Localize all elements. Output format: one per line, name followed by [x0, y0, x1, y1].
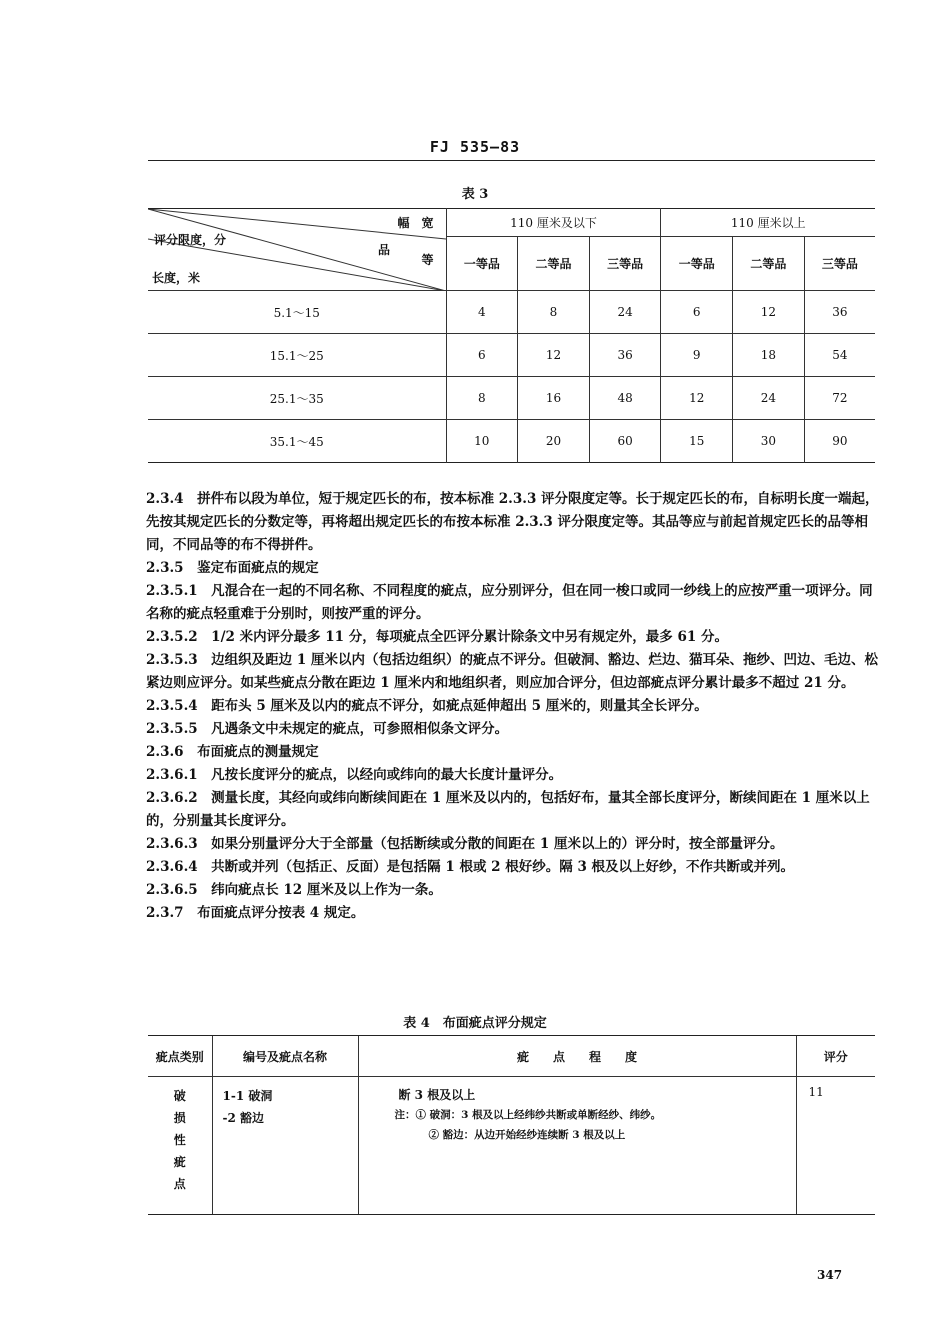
grade-header: 二等品 — [733, 237, 805, 291]
grade-header: 一等品 — [446, 237, 518, 291]
value-cell: 24 — [733, 377, 805, 420]
diag-grade-label-2: 等 — [421, 253, 434, 267]
defect-name: -2 豁边 — [222, 1111, 265, 1125]
category-char: 点 — [173, 1177, 186, 1191]
value-cell: 60 — [589, 420, 661, 463]
length-cell: 35.1～45 — [269, 434, 324, 449]
body-text — [146, 488, 881, 925]
defect-name-cell — [212, 1077, 358, 1215]
table-row — [148, 377, 875, 420]
length-cell: 25.1～35 — [269, 391, 324, 406]
value-cell: 9 — [661, 334, 733, 377]
col-header: 疵 点 程 度 — [358, 1036, 796, 1077]
value-cell: 16 — [518, 377, 590, 420]
value-cell: 12 — [733, 291, 805, 334]
value-cell: 15 — [661, 420, 733, 463]
table3-caption: 表 3 — [461, 187, 489, 202]
value-cell: 36 — [589, 334, 661, 377]
page-number: 347 — [817, 1268, 843, 1282]
paragraph: 2.3.6.4 共断或并列（包括正、反面）是包括隔 1 根或 2 根好纱。隔 3 根及以上好纱，不作共断或并列。 — [146, 859, 795, 875]
value-cell: 54 — [804, 334, 875, 377]
value-cell: 72 — [804, 377, 875, 420]
value-cell: 4 — [446, 291, 518, 334]
table-row — [148, 1077, 875, 1215]
paragraph: 2.3.7 布面疵点评分按表 4 规定。 — [146, 905, 365, 921]
diag-grade-label: 品 — [378, 243, 391, 257]
header-rule — [148, 160, 875, 161]
category-char: 破 — [173, 1089, 186, 1103]
paragraph: 2.3.6.5 纬向疵点长 12 厘米及以上作为一条。 — [146, 882, 442, 898]
diagonal-header-cell — [148, 209, 446, 291]
paragraph: 2.3.6.3 如果分别量评分大于全部量（包括断续或分散的间距在 1 厘米以上的）评分时，按全部量评分。 — [146, 836, 784, 852]
paragraph: 2.3.5.1 凡混合在一起的不同名称、不同程度的疵点，应分别评分，但在同一梭口或同一纱线上的应按严重一项评分。同名称的疵点轻重难于分别时，则按严重的评分。 — [146, 583, 873, 622]
defect-name: 1-1 破洞 — [222, 1089, 273, 1103]
group-header-1: 110 厘米以上 — [661, 209, 875, 237]
table-row — [148, 291, 875, 334]
diag-width-label: 幅 宽 — [397, 216, 434, 230]
note-2: ② 豁边：从边开始经纱连续断 3 根及以上 — [428, 1129, 626, 1141]
table-4 — [148, 1035, 875, 1215]
degree-text: 断 3 根及以上 — [398, 1088, 476, 1102]
length-cell: 15.1～25 — [269, 348, 324, 363]
col-header: 评分 — [796, 1036, 875, 1077]
running-header: FJ 535—83 — [429, 138, 521, 156]
category-char: 损 — [173, 1111, 186, 1125]
table4-caption: 表 4 布面疵点评分规定 — [403, 1016, 547, 1031]
value-cell: 18 — [733, 334, 805, 377]
paragraph: 2.3.5.2 1/2 米内评分最多 11 分，每项疵点全匹评分累计除条文中另有规定外，最多 61 分。 — [146, 629, 728, 645]
value-cell: 6 — [661, 291, 733, 334]
paragraph: 2.3.5.5 凡遇条文中未规定的疵点，可参照相似条文评分。 — [146, 721, 509, 737]
value-cell: 8 — [518, 291, 590, 334]
paragraph: 2.3.5 鉴定布面疵点的规定 — [146, 560, 319, 576]
value-cell: 6 — [446, 334, 518, 377]
diag-length-label: 长度，米 — [152, 271, 201, 285]
paragraph: 2.3.6 布面疵点的测量规定 — [146, 744, 319, 760]
grade-header: 三等品 — [804, 237, 875, 291]
category-char: 疵 — [173, 1155, 186, 1169]
category-char: 性 — [173, 1133, 186, 1147]
score-cell: 11 — [796, 1077, 875, 1215]
table-3 — [148, 208, 875, 463]
paragraph: 2.3.6.1 凡按长度评分的疵点，以经向或纬向的最大长度计量评分。 — [146, 767, 563, 783]
grade-header: 二等品 — [518, 237, 590, 291]
value-cell: 12 — [661, 377, 733, 420]
diag-limit-label: 评分限度，分 — [154, 233, 227, 247]
value-cell: 12 — [518, 334, 590, 377]
value-cell: 36 — [804, 291, 875, 334]
value-cell: 8 — [446, 377, 518, 420]
length-cell: 5.1～15 — [273, 305, 320, 320]
note-1: 注：① 破洞：3 根及以上经纬纱共断或单断经纱、纬纱。 — [394, 1109, 662, 1121]
grade-header: 三等品 — [589, 237, 661, 291]
col-header: 编号及疵点名称 — [212, 1036, 358, 1077]
table-row — [148, 334, 875, 377]
table-row — [148, 420, 875, 463]
value-cell: 24 — [589, 291, 661, 334]
group-header-0: 110 厘米及以下 — [446, 209, 661, 237]
paragraph: 2.3.5.4 距布头 5 厘米及以内的疵点不评分，如疵点延伸超出 5 厘米的，则量其全长评分。 — [146, 698, 708, 714]
paragraph: 2.3.6.2 测量长度，其经向或纬向断续间距在 1 厘米及以内的，包括好布，量其全部长度评分，断续间距在 1 厘米以上的，分别量其长度评分。 — [146, 790, 870, 829]
paragraph: 2.3.4 拼件布以段为单位，短于规定匹长的布，按本标准 2.3.3 评分限度定等。长于规定匹长的布，自标明长度一端起，先按其规定匹长的分数定等，再将超出规定匹长的布按本标准 2.3.3 评分限度定等。其品等应与前起首规定匹长的品等相同，不同品等的布不得拼件。 — [146, 491, 879, 553]
col-header: 疵点类别 — [148, 1036, 212, 1077]
paragraph: 2.3.5.3 边组织及距边 1 厘米以内（包括边组织）的疵点不评分。但破洞、豁边、烂边、猫耳朵、拖纱、凹边、毛边、松紧边则应评分。如某些疵点分散在距边 1 厘米内和地组织者，则应加合评分，但边部疵点评分累计最多不超过 21 分。 — [146, 652, 878, 691]
value-cell: 90 — [804, 420, 875, 463]
category-cell — [148, 1077, 212, 1215]
value-cell: 20 — [518, 420, 590, 463]
value-cell: 48 — [589, 377, 661, 420]
value-cell: 10 — [446, 420, 518, 463]
degree-cell — [358, 1077, 796, 1215]
value-cell: 30 — [733, 420, 805, 463]
grade-header: 一等品 — [661, 237, 733, 291]
